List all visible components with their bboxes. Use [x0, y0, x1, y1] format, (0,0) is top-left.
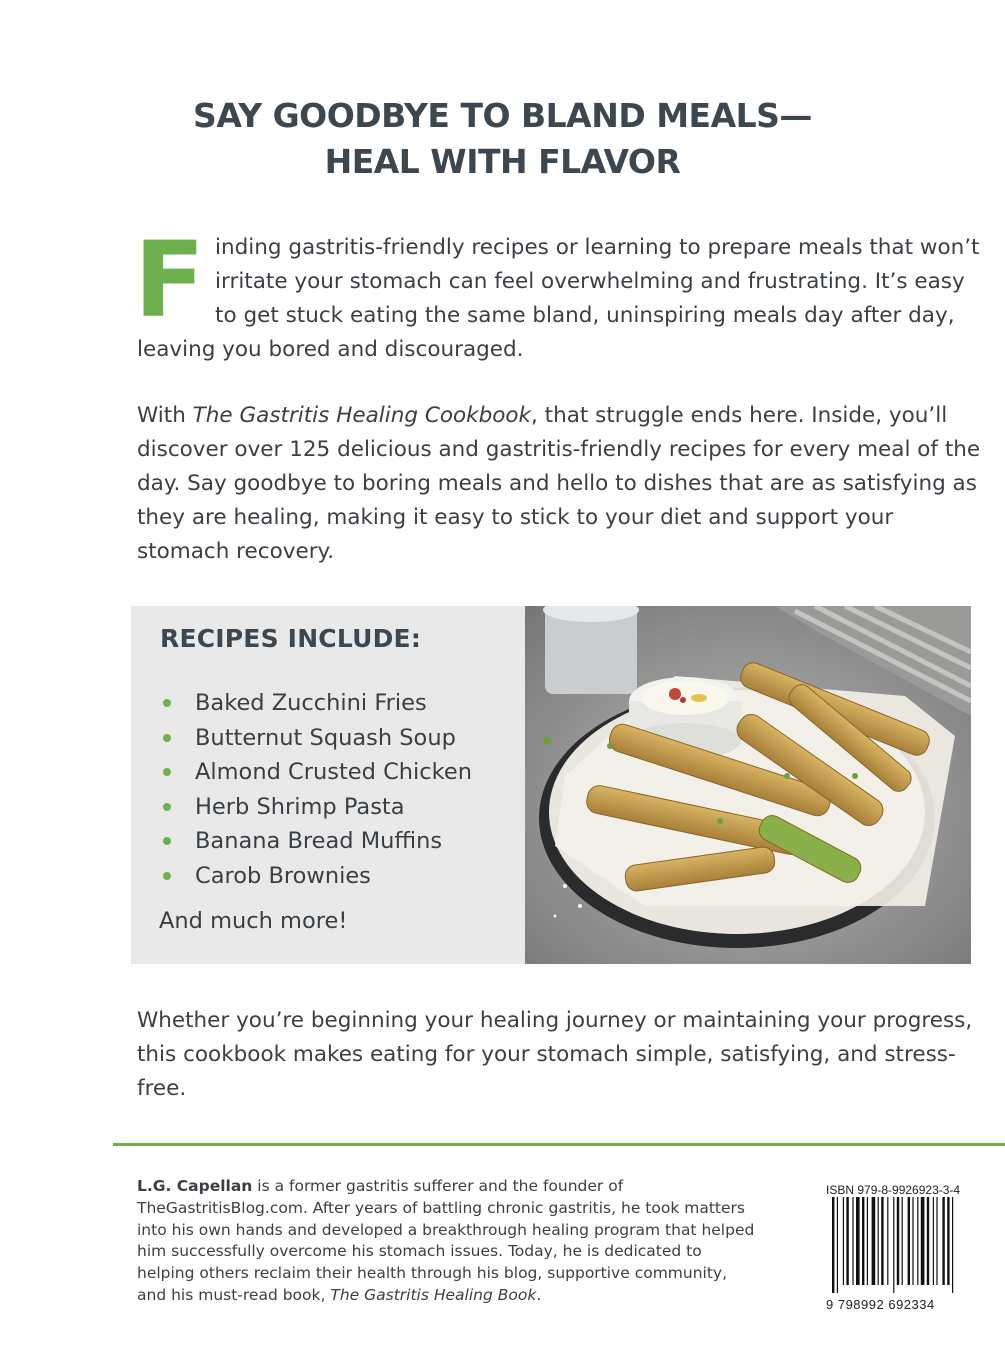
barcode-bar — [917, 1197, 918, 1285]
bullet-icon — [163, 803, 171, 811]
bullet-icon — [163, 699, 171, 707]
barcode-bar — [878, 1197, 879, 1285]
bullet-icon — [163, 872, 171, 880]
recipe-label: Banana Bread Muffins — [195, 828, 443, 854]
zucchini-fries-photo — [525, 606, 971, 964]
barcode-bar — [927, 1197, 929, 1285]
description-after: , that struggle ends here. Inside, you’ll discover over 125 delicious and gastritis-friendly recipes for every meal of the day. Say goodbye to boring meals and hello to dishes that are as satisfying as they are healing, making it easy to stick to your diet and support your stomach recovery. — [137, 403, 981, 564]
recipe-label: Carob Brownies — [195, 862, 371, 889]
barcode-bar — [897, 1197, 899, 1285]
barcode-icon — [826, 1197, 960, 1295]
barcode-bar — [856, 1197, 860, 1285]
and-more-text: And much more! — [159, 908, 348, 934]
barcode-bar — [947, 1197, 949, 1285]
barcode-bar — [862, 1197, 864, 1285]
recipe-label: Butternut Squash Soup — [195, 724, 456, 751]
list-item — [161, 686, 472, 721]
barcode-bar — [832, 1197, 834, 1293]
barcode-bar — [872, 1197, 876, 1285]
barcode-bar — [908, 1197, 910, 1285]
food-illustration — [525, 606, 971, 964]
barcode-bar — [933, 1197, 934, 1285]
barcode-bar — [902, 1197, 903, 1285]
barcode-bar — [881, 1197, 883, 1285]
headline — [0, 93, 1005, 185]
bullet-icon — [163, 768, 171, 776]
bio-text: is a former gastritis sufferer and the founder of TheGastritisBlog.com. After years of battling chronic gastritis, he took matters into his own hands and developed a breakthrough healing program that helped him successfully overcome his stomach issues. Today, he is dedicated to helping others reclaim their health through his blog, supportive community, and his must-read book, — [137, 1177, 755, 1304]
barcode-bar — [843, 1197, 844, 1285]
intro-paragraph — [134, 219, 982, 367]
barcode — [826, 1183, 960, 1312]
recipes-box — [131, 606, 525, 964]
list-item — [161, 859, 472, 894]
list-item — [161, 824, 472, 859]
barcode-bar — [893, 1197, 894, 1293]
list-item — [161, 790, 472, 825]
headline-line-2: HEAL WITH FLAVOR — [324, 142, 681, 181]
recipes-title: RECIPES INCLUDE: — [160, 624, 422, 653]
barcode-bar — [887, 1197, 888, 1285]
barcode-bar — [921, 1197, 925, 1285]
headline-line-1: SAY GOODBYE TO BLAND MEALS— — [193, 96, 812, 135]
barcode-bar — [852, 1197, 853, 1285]
barcode-bar — [846, 1197, 848, 1285]
bio-end: . — [536, 1285, 542, 1304]
bio-book-title: The Gastritis Healing Book — [330, 1285, 537, 1304]
barcode-bar — [952, 1197, 953, 1293]
recipe-label: Herb Shrimp Pasta — [195, 793, 405, 820]
author-bio — [137, 1176, 757, 1307]
barcode-digits: 9 798992 692334 — [826, 1297, 935, 1312]
description-before: With — [137, 403, 193, 428]
recipe-label: Baked Zucchini Fries — [195, 690, 427, 716]
closing-paragraph: Whether you’re beginning your healing journey or maintaining your progress, this cookbook makes eating for your stomach simple, satisfying, and stress-free. — [137, 1008, 973, 1101]
barcode-bar — [912, 1197, 913, 1285]
list-item — [161, 755, 472, 790]
bullet-icon — [163, 837, 171, 845]
list-item — [161, 721, 472, 756]
recipe-list — [161, 686, 472, 893]
barcode-bar — [837, 1197, 838, 1293]
barcode-bar — [867, 1197, 868, 1285]
barcode-bar — [942, 1197, 944, 1285]
book-title: The Gastritis Healing Cookbook — [192, 403, 531, 428]
barcode-bar — [936, 1197, 937, 1285]
recipe-label: Almond Crusted Chicken — [195, 759, 472, 785]
description-paragraph — [137, 399, 982, 569]
isbn-text: ISBN 979-8-9926923-3-4 — [826, 1183, 961, 1197]
author-name: L.G. Capellan — [137, 1177, 253, 1195]
drop-cap: F — [134, 219, 206, 341]
divider — [113, 1143, 1005, 1146]
bullet-icon — [163, 734, 171, 742]
intro-text: inding gastritis-friendly recipes or learning to prepare meals that won’t irritate your stomach can feel overwhelming and frustrating. It’s easy to get stuck eating the same bland, uninspiring meals day after day, leaving you bored and discouraged. — [137, 235, 980, 362]
